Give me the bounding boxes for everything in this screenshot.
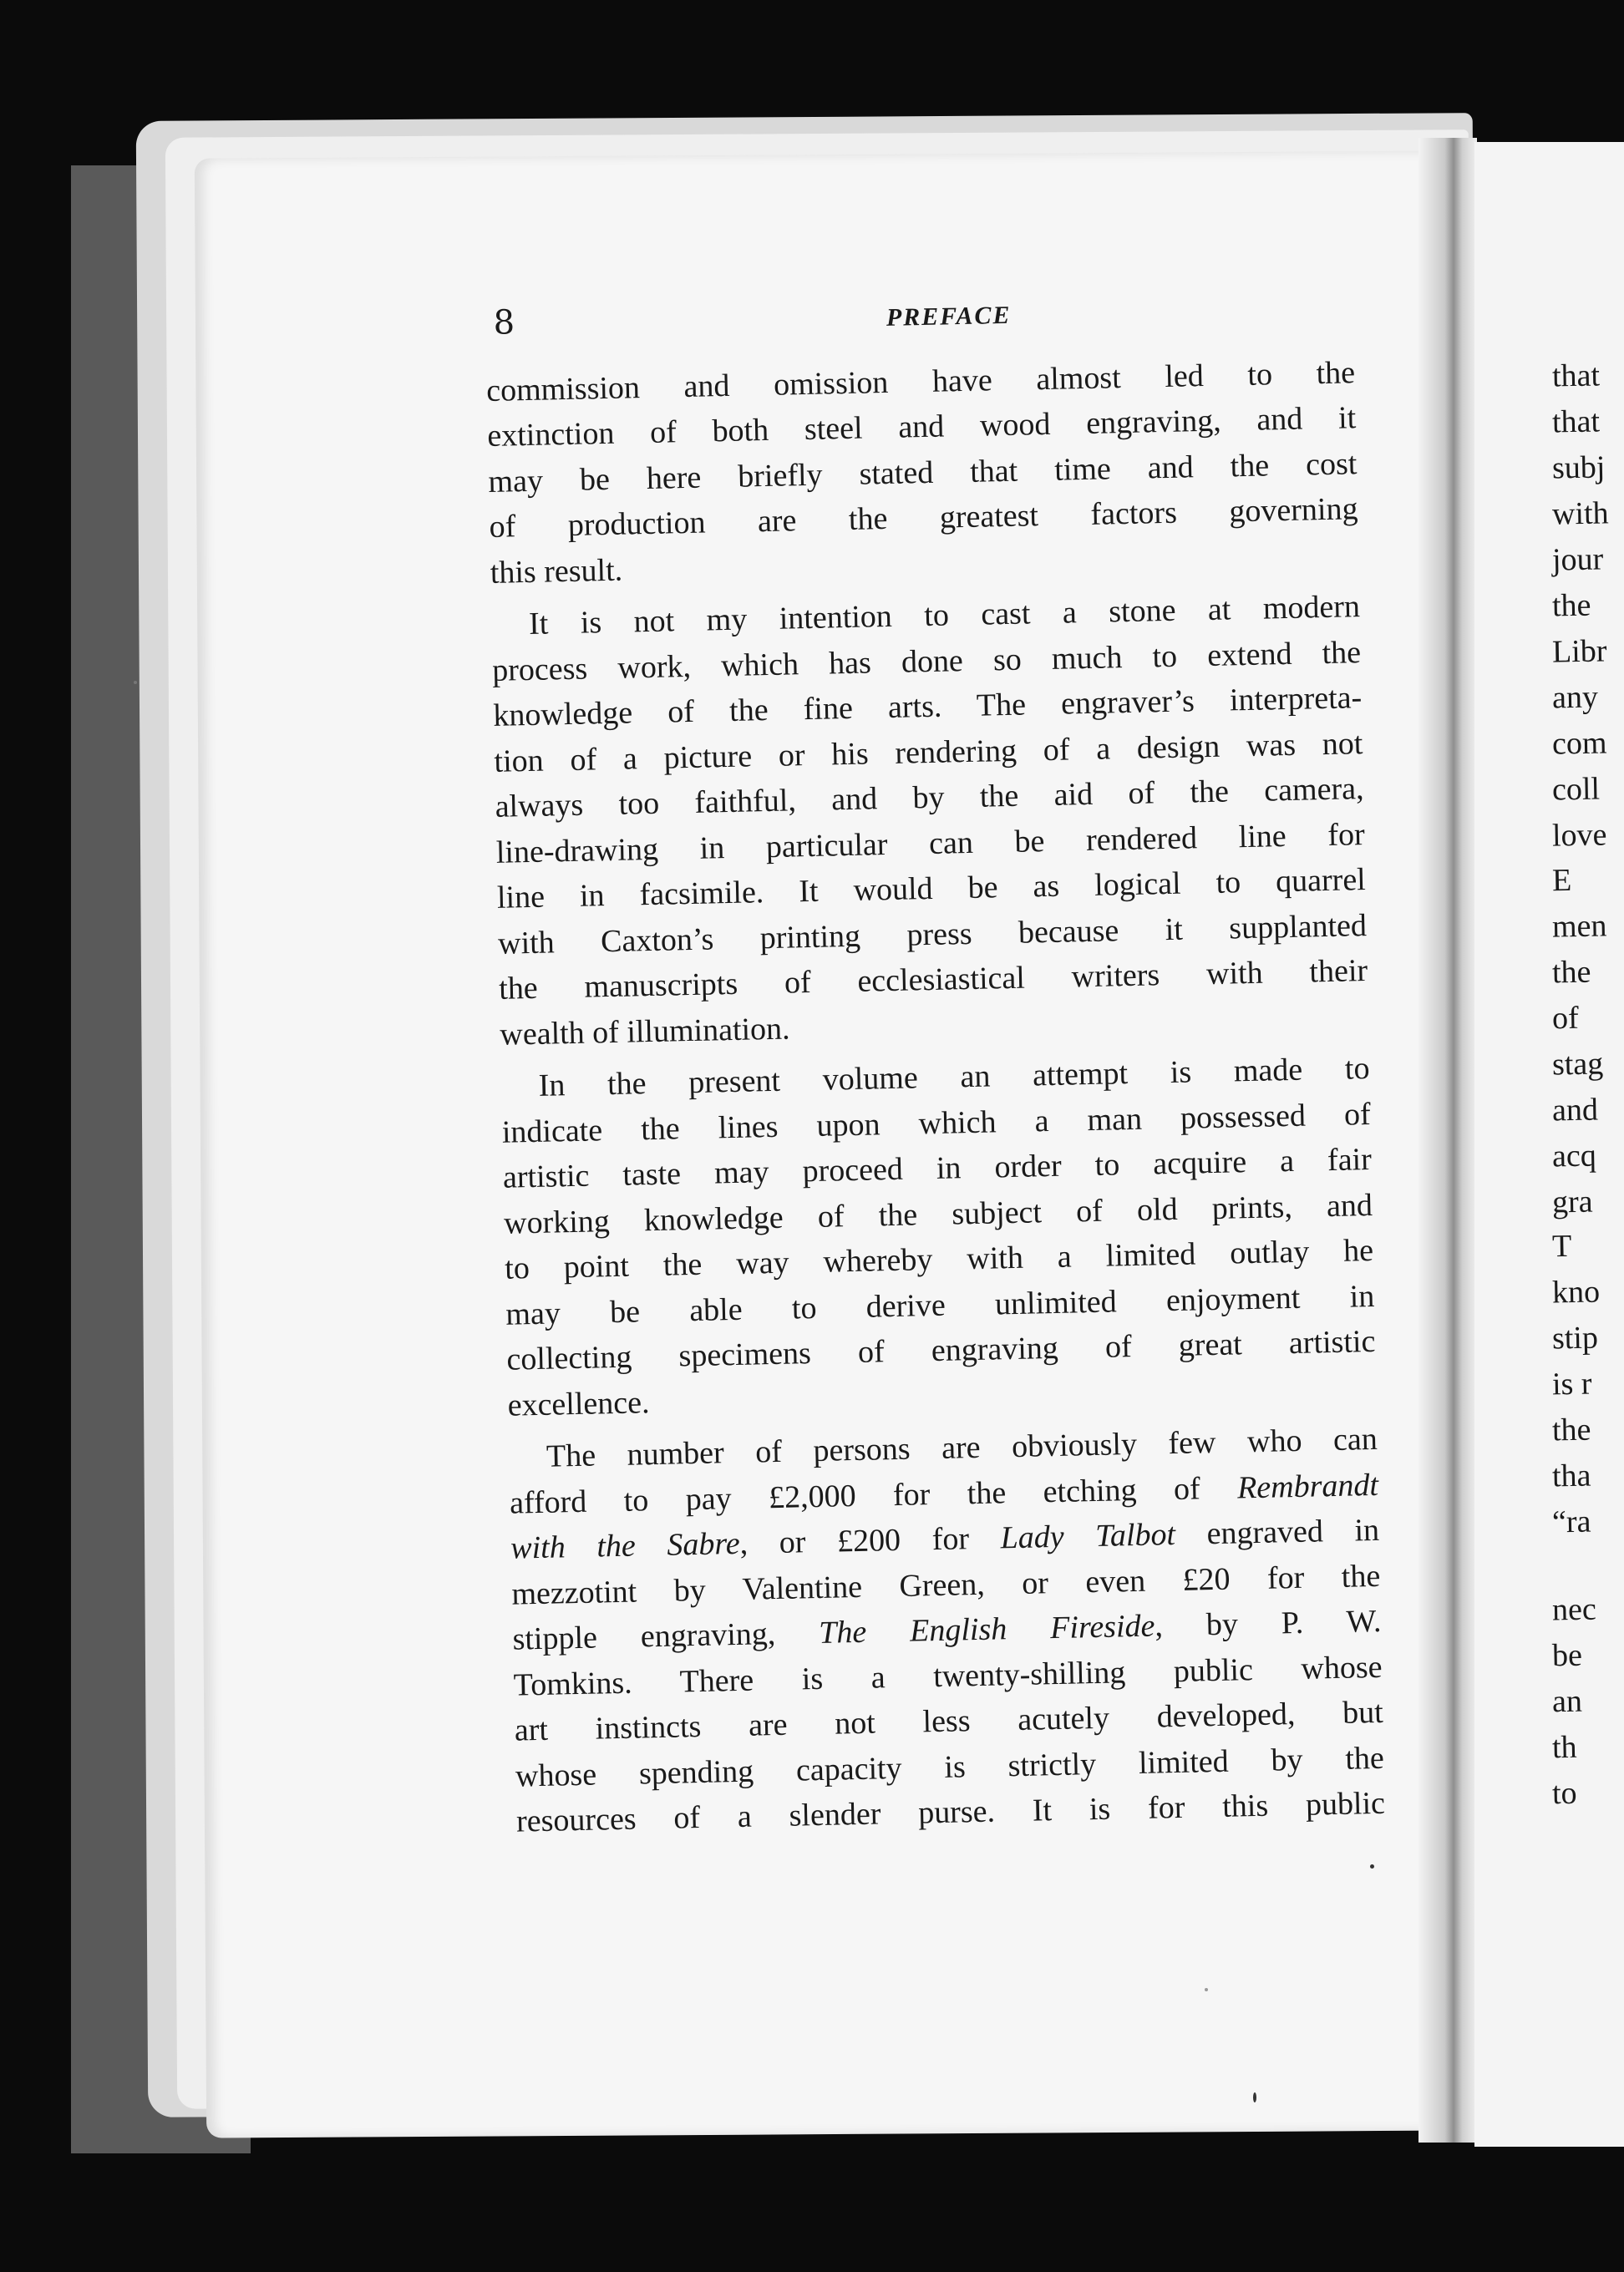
right-page-fragment: gra [1551, 1184, 1593, 1220]
text-line: line in facsimile. It would be as logical to quarrel [496, 862, 1367, 915]
right-page [1474, 142, 1624, 2147]
text-line: with Caxton’s printing press because it supplanted [497, 907, 1368, 961]
right-page-fragment: is r [1551, 1366, 1592, 1402]
text-line: stipple engraving, The English Fireside, by P. W. [512, 1603, 1382, 1657]
text-line: to point the way whereby with a limited outlay he [504, 1232, 1374, 1286]
right-page-fragment: be [1551, 1637, 1583, 1674]
dust-speck [1253, 2092, 1256, 2102]
right-page-fragment: tha [1551, 1458, 1591, 1494]
text-line: afford to pay £2,000 for the etching of Rembrandt [509, 1467, 1379, 1521]
right-page-fragment: and [1551, 1092, 1599, 1128]
right-page-fragment: acq [1551, 1138, 1597, 1174]
text-line: of production are the greatest factors governing [489, 491, 1358, 545]
text-line: process work, which has done so much to extend the [491, 634, 1362, 688]
text-line: whose spending capacity is strictly limited by the [515, 1740, 1385, 1794]
right-page-fragment: the [1551, 954, 1591, 991]
right-page-fragment: nec [1551, 1591, 1597, 1628]
right-page-fragment: an [1551, 1683, 1583, 1720]
right-page-fragment: the [1551, 1412, 1591, 1448]
right-page-fragment: any [1551, 679, 1599, 716]
text-line: knowledge of the fine arts. The engraver’s interpreta- [492, 680, 1363, 733]
body-text [486, 350, 1386, 1844]
italic-title: Rembrandt [1236, 1467, 1379, 1505]
text-line: indicate the lines upon which a man possessed of [501, 1096, 1372, 1150]
text-line: this result. [490, 552, 623, 591]
text-line: may be here briefly stated that time and the cost [488, 445, 1358, 500]
text-line: art instincts are not less acutely developed, but [514, 1694, 1384, 1748]
text-line: with the Sabre, or £200 for Lady Talbot engraved in [510, 1512, 1380, 1566]
right-page-fragment: stip [1551, 1320, 1599, 1357]
right-page-fragment: of [1551, 1000, 1580, 1037]
text-line: artistic taste may proceed in order to acquire a fair [502, 1141, 1373, 1195]
running-head: PREFACE [886, 301, 1012, 332]
right-page-fragment: that [1551, 403, 1601, 440]
right-page-fragment: love [1551, 817, 1607, 854]
text-line: the manuscripts of ecclesiastical writers with their [498, 953, 1368, 1007]
dust-speck [1205, 1988, 1208, 1991]
text-line: line-drawing in particular can be rendered line for [495, 816, 1366, 870]
left-page-text [485, 282, 1385, 1844]
right-page-fragment: th [1551, 1729, 1577, 1766]
text-line: commission and omission have almost led to the [485, 354, 1356, 408]
text-line: extinction of both steel and wood engraving, and it [486, 400, 1357, 454]
right-page-fragment: men [1551, 908, 1607, 945]
text-line: may be able to derive unlimited enjoyment in [505, 1278, 1375, 1332]
text-line: mezzotint by Valentine Green, or even £20 for the [510, 1558, 1381, 1612]
right-page-fragment: with [1551, 495, 1609, 532]
right-page-fragment: Libr [1551, 633, 1607, 670]
text-line: collecting specimens of engraving of great artistic [506, 1323, 1376, 1377]
italic-title: The English Fireside [818, 1608, 1155, 1651]
italic-title: Lady Talbot [1000, 1517, 1176, 1556]
right-page-fragment: the [1551, 587, 1591, 624]
text-line: working knowledge of the subject of old prints, and [503, 1187, 1373, 1241]
text-line: excellence. [507, 1384, 650, 1423]
text-line: wealth of illumination. [499, 1011, 790, 1052]
text-line: The number of persons are obviously few who can [546, 1421, 1378, 1474]
dust-speck [1370, 1864, 1374, 1869]
right-page-fragment: kno [1551, 1274, 1601, 1311]
text-line: always too faithful, and by the aid of the camera, [495, 771, 1364, 824]
right-page-fragment: “ra [1551, 1504, 1591, 1540]
right-page-fragment: jour [1551, 541, 1604, 578]
right-page-fragment: coll [1551, 771, 1601, 808]
right-page-fragment: subj [1551, 449, 1606, 486]
text-line: In the present volume an attempt is made to [538, 1051, 1370, 1103]
text-line: It is not my intention to cast a stone at modern [528, 589, 1361, 642]
text-line: tion of a picture or his rendering of a design was not [494, 725, 1363, 779]
text-line: resources of a slender purse. It is for this public [515, 1785, 1386, 1839]
italic-title: with the Sabre [510, 1525, 741, 1566]
right-page-fragment: to [1551, 1775, 1577, 1812]
right-page-fragment: T [1551, 1228, 1572, 1265]
right-page-fragment: com [1551, 725, 1607, 762]
dust-speck [134, 681, 137, 684]
right-page-fragment: stag [1551, 1046, 1604, 1083]
right-page-fragment: E [1551, 862, 1572, 899]
book-gutter [1418, 138, 1477, 2143]
text-line: Tomkins. There is a twenty-shilling public whose [513, 1649, 1383, 1703]
page-number: 8 [493, 303, 515, 342]
right-page-fragment: that [1551, 358, 1601, 394]
